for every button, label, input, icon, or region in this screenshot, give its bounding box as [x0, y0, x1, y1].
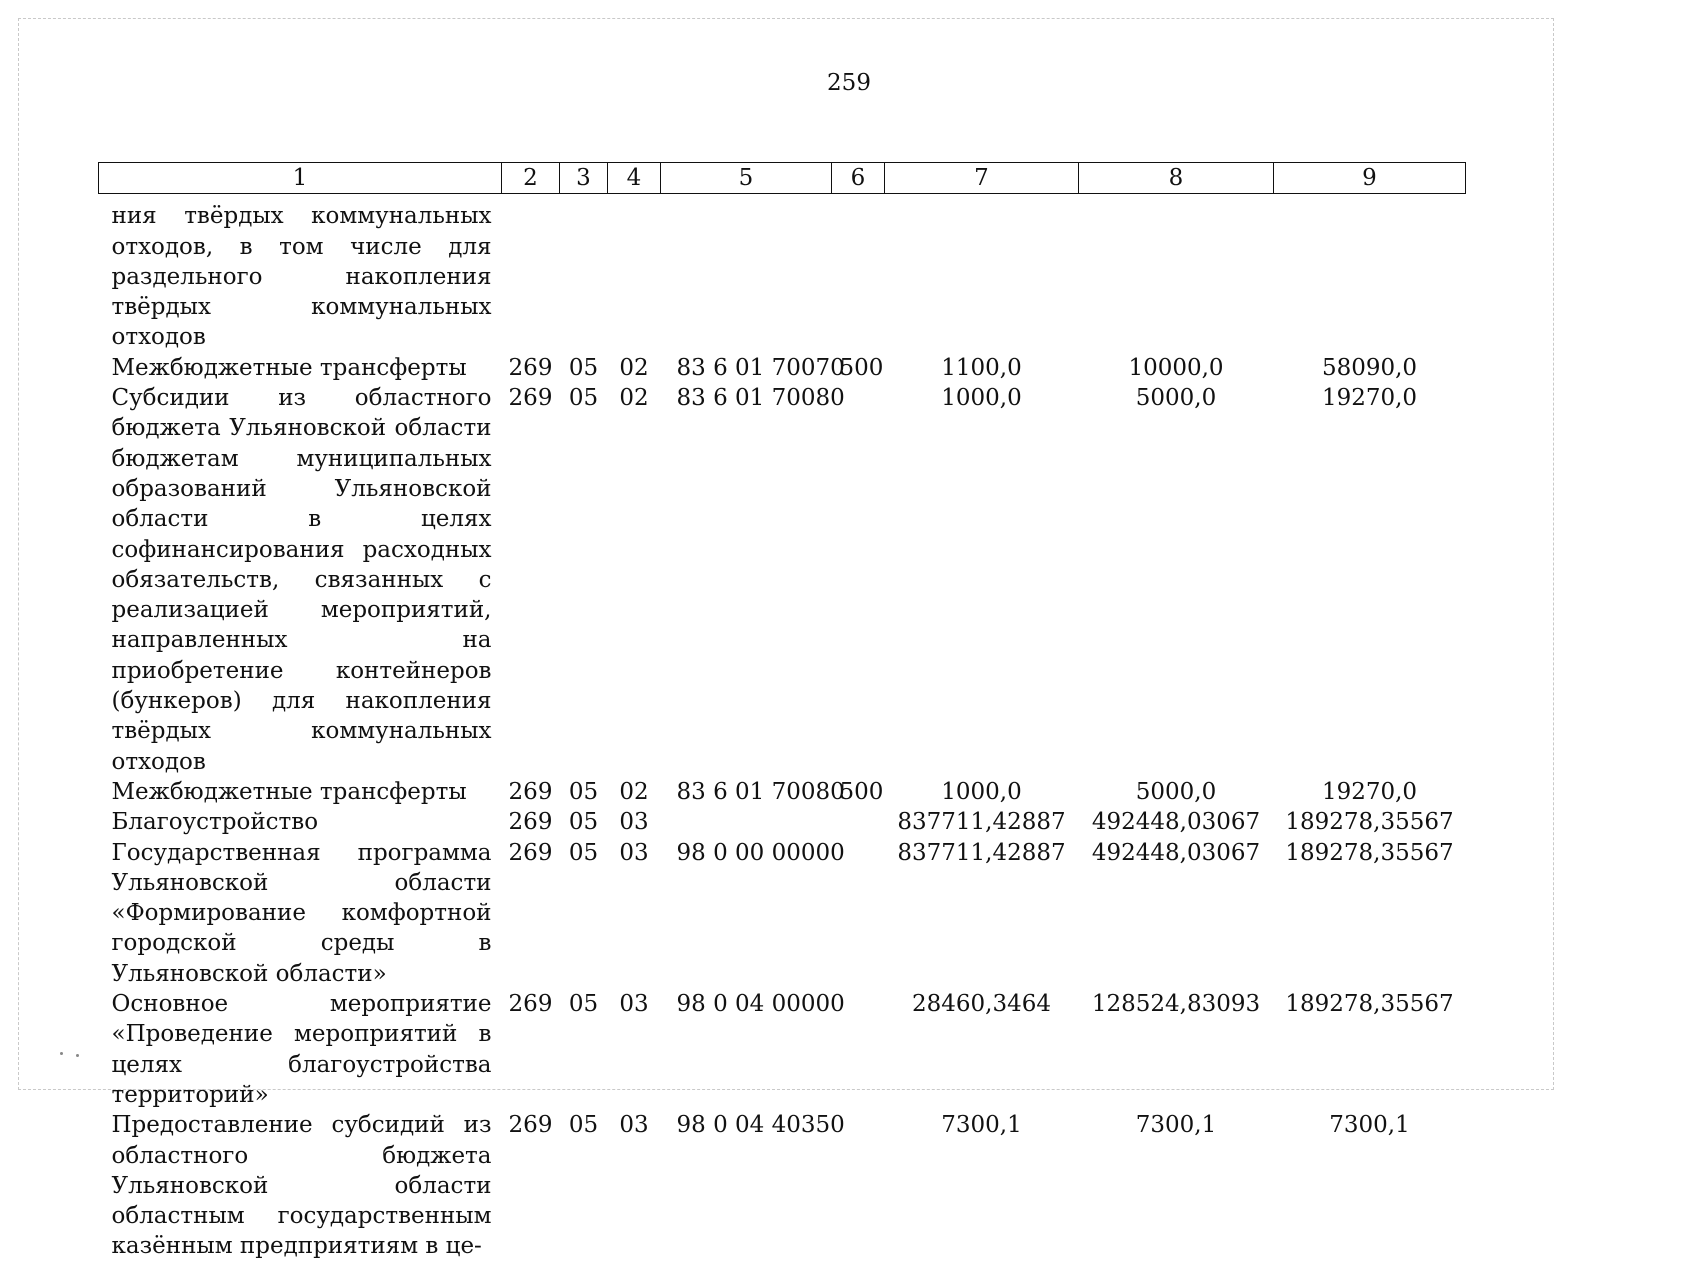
table-row — [99, 194, 1466, 353]
vr-cell — [832, 194, 885, 353]
year1-amount-cell: 1000,0 — [941, 385, 1022, 412]
table-row — [99, 353, 1466, 383]
vr-cell: 500 — [839, 354, 884, 381]
column-header-5: 5 — [661, 163, 832, 194]
column-header-4: 4 — [608, 163, 661, 194]
csr-cell: 98 0 00 00000 — [676, 839, 845, 866]
column-header-1: 1 — [99, 163, 502, 194]
budget-table — [98, 162, 1466, 1262]
table-row — [99, 989, 1466, 1110]
csr-cell: 98 0 04 00000 — [676, 991, 845, 1018]
vr-cell — [832, 383, 885, 777]
vr-cell — [832, 807, 885, 837]
csr-cell — [661, 807, 832, 837]
year2-amount-cell: 7300,1 — [1135, 1112, 1217, 1139]
gr-cell: 269 — [508, 809, 553, 836]
row-name-cell: Государственная программа Ульяновской области «Формирование комфортной городской среды в Ульяновской области» — [111, 839, 492, 987]
row-name-cell: Межбюджетные трансферты — [111, 354, 467, 381]
year1-amount-cell: 7300,1 — [941, 1112, 1022, 1139]
gr-cell: 269 — [508, 354, 553, 381]
column-header-6: 6 — [832, 163, 885, 194]
year1-amount-cell: 1100,0 — [941, 354, 1022, 381]
year3-amount-cell: 7300,1 — [1329, 1112, 1410, 1139]
page-number: 259 — [827, 70, 871, 96]
year3-amount-cell: 19270,0 — [1321, 778, 1418, 805]
vr-cell: 500 — [839, 778, 884, 805]
year2-amount-cell: 492448,03067 — [1091, 809, 1261, 836]
row-name-cell: Предоставление субсидий из областного бюджета Ульяновской области областным государственным казённым предприятиям в це- — [111, 1112, 492, 1260]
row-name-cell: Межбюджетные трансферты — [111, 778, 467, 805]
year1-amount-cell: 837711,42887 — [897, 839, 1066, 866]
year3-amount-cell: 189278,35567 — [1285, 991, 1454, 1018]
column-header-2: 2 — [502, 163, 560, 194]
pr-cell: 03 — [619, 839, 649, 866]
pr-cell: 02 — [619, 778, 649, 805]
gr-cell: 269 — [508, 1112, 553, 1139]
column-header-9: 9 — [1274, 163, 1466, 194]
year2-amount-cell: 10000,0 — [1128, 354, 1224, 381]
year1-amount-cell — [885, 194, 1079, 353]
rz-cell: 05 — [568, 1112, 599, 1139]
rz-cell — [560, 194, 608, 353]
column-header-7: 7 — [885, 163, 1079, 194]
budget-table-container — [98, 162, 1465, 1262]
scan-speck — [76, 1054, 79, 1057]
csr-cell — [661, 194, 832, 353]
scan-speck — [60, 1052, 63, 1055]
row-name-cell: Основное мероприятие «Проведение мероприятий в целях благоустройства территорий» — [111, 991, 492, 1108]
column-header-3: 3 — [560, 163, 608, 194]
table-row — [99, 1110, 1466, 1261]
year3-amount-cell: 19270,0 — [1321, 385, 1418, 412]
year3-amount-cell: 189278,35567 — [1285, 809, 1454, 836]
year1-amount-cell: 28460,3464 — [911, 991, 1051, 1018]
table-row — [99, 383, 1466, 777]
csr-cell: 83 6 01 70080 — [676, 385, 845, 412]
row-name-cell: ния твёрдых коммунальных отходов, в том числе для раздельного накопления твёрдых коммунальных отходов — [111, 203, 492, 351]
rz-cell: 05 — [568, 778, 599, 805]
pr-cell: 03 — [619, 809, 649, 836]
table-row — [99, 838, 1466, 989]
csr-cell: 98 0 04 40350 — [676, 1112, 845, 1139]
table-row — [99, 777, 1466, 807]
year1-amount-cell: 837711,42887 — [897, 809, 1066, 836]
pr-cell: 02 — [619, 354, 649, 381]
pr-cell: 03 — [619, 1112, 649, 1139]
row-name-cell: Субсидии из областного бюджета Ульяновской области бюджетам муниципальных образований Ульяновской области в целях софинансирования расходных обязательств, связанных с реализацией мероприятий, направленных на приобретение контейнеров (бункеров) для накопления твёрдых коммунальных отходов — [111, 385, 492, 775]
year3-amount-cell: 58090,0 — [1321, 354, 1418, 381]
year2-amount-cell: 492448,03067 — [1091, 839, 1261, 866]
csr-cell: 83 6 01 70080 — [676, 778, 845, 805]
gr-cell: 269 — [508, 778, 553, 805]
table-row — [99, 807, 1466, 837]
year1-amount-cell: 1000,0 — [941, 778, 1022, 805]
year2-amount-cell: 5000,0 — [1135, 778, 1217, 805]
csr-cell: 83 6 01 70070 — [676, 354, 845, 381]
gr-cell: 269 — [508, 991, 553, 1018]
column-number-header-row — [99, 163, 1466, 194]
row-name-cell: Благоустройство — [111, 809, 319, 836]
year2-amount-cell: 5000,0 — [1135, 385, 1217, 412]
rz-cell: 05 — [568, 839, 599, 866]
rz-cell: 05 — [568, 385, 599, 412]
pr-cell: 02 — [619, 385, 649, 412]
year3-amount-cell — [1274, 194, 1466, 353]
rz-cell: 05 — [568, 991, 599, 1018]
gr-cell — [502, 194, 560, 353]
pr-cell — [608, 194, 661, 353]
rz-cell: 05 — [568, 809, 599, 836]
gr-cell: 269 — [508, 839, 553, 866]
year2-amount-cell — [1079, 194, 1274, 353]
rz-cell: 05 — [568, 354, 599, 381]
year2-amount-cell: 128524,83093 — [1091, 991, 1261, 1018]
year3-amount-cell: 189278,35567 — [1285, 839, 1454, 866]
column-header-8: 8 — [1079, 163, 1274, 194]
gr-cell: 269 — [508, 385, 553, 412]
pr-cell: 03 — [619, 991, 649, 1018]
